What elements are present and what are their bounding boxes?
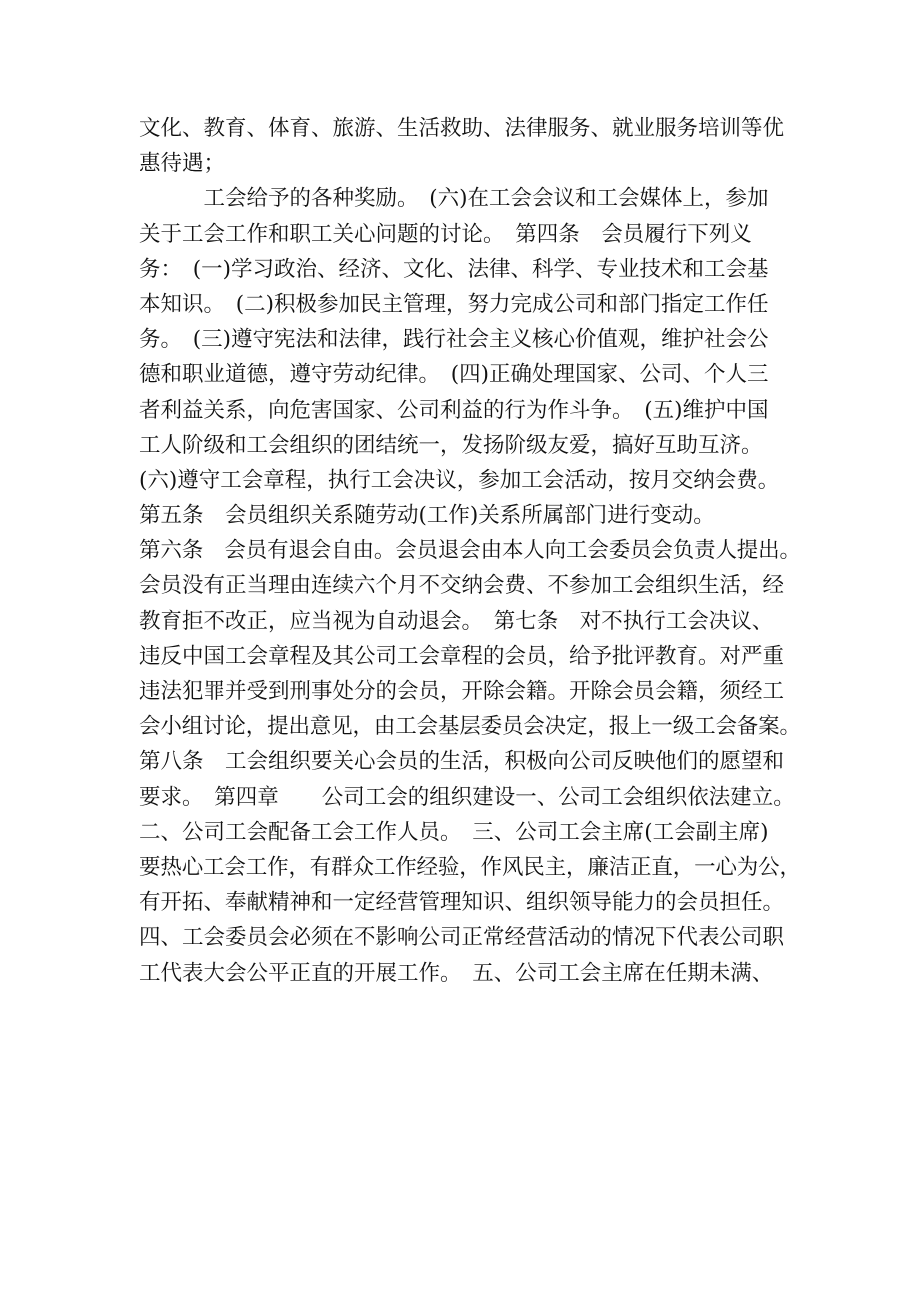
body-text (139, 111, 799, 991)
text-line: 第六条 会员有退会自由。会员退会由本人向工会委员会负责人提出。 (139, 538, 801, 564)
text-line: 二、公司工会配备工会工作人员。 三、公司工会主席(工会副主席) (139, 819, 769, 845)
text-line: (六)遵守工会章程，执行工会决议，参加工会活动，按月交纳会费。 (139, 467, 780, 493)
text-line: 要求。 第四章 公司工会的组织建设一、公司工会组织依法建立。 (139, 784, 795, 810)
text-line: 要热心工会工作，有群众工作经验，作风民主，廉洁正直，一心为公， (139, 854, 801, 880)
text-line: 工人阶级和工会组织的团结统一，发扬阶级友爱，搞好互助互济。 (139, 432, 763, 458)
text-line: 教育拒不改正，应当视为自动退会。 第七条 对不执行工会决议、 (139, 608, 774, 634)
text-line: 工会给予的各种奖励。 (六)在工会会议和工会媒体上，参加 (139, 186, 769, 212)
text-line: 会员没有正当理由连续六个月不交纳会费、不参加工会组织生活，经 (139, 573, 785, 599)
text-line: 违法犯罪并受到刑事处分的会员，开除会籍。开除会员会籍，须经工 (139, 679, 785, 704)
text-line: 有开拓、奉献精神和一定经营管理知识、组织领导能力的会员担任。 (139, 890, 785, 916)
text-line: 本知识。 (二)积极参加民主管理，努力完成公司和部门指定工作任 (139, 291, 769, 317)
text-line: 者利益关系，向危害国家、公司利益的行为作斗争。 (五)维护中国 (139, 397, 769, 423)
text-line: 四、工会委员会必须在不影响公司正常经营活动的情况下代表公司职 (139, 925, 785, 951)
text-line: 务。 (三)遵守宪法和法律，践行社会主义核心价值观，维护社会公 (139, 327, 769, 353)
text-line: 第五条 会员组织关系随劳动(工作)关系所属部门进行变动。 (139, 503, 715, 529)
text-line: 关于工会工作和职工关心问题的讨论。 第四条 会员履行下列义 (139, 221, 752, 247)
text-line: 文化、教育、体育、旅游、生活救助、法律服务、就业服务培训等优 (139, 116, 785, 141)
text-line: 务： (一)学习政治、经济、文化、法律、科学、专业技术和工会基 (139, 256, 769, 282)
text-line: 德和职业道德，遵守劳动纪律。 (四)正确处理国家、公司、个人三 (139, 362, 769, 388)
text-line: 违反中国工会章程及其公司工会章程的会员，给予批评教育。对严重 (139, 643, 785, 669)
text-line: 工代表大会公平正直的开展工作。 五、公司工会主席在任期未满、 (139, 960, 774, 986)
text-line: 第八条 工会组织要关心会员的生活，积极向公司反映他们的愿望和 (139, 749, 785, 775)
text-line: 惠待遇； (139, 151, 226, 177)
text-line: 会小组讨论，提出意见，由工会基层委员会决定，报上一级工会备案。 (139, 714, 801, 740)
